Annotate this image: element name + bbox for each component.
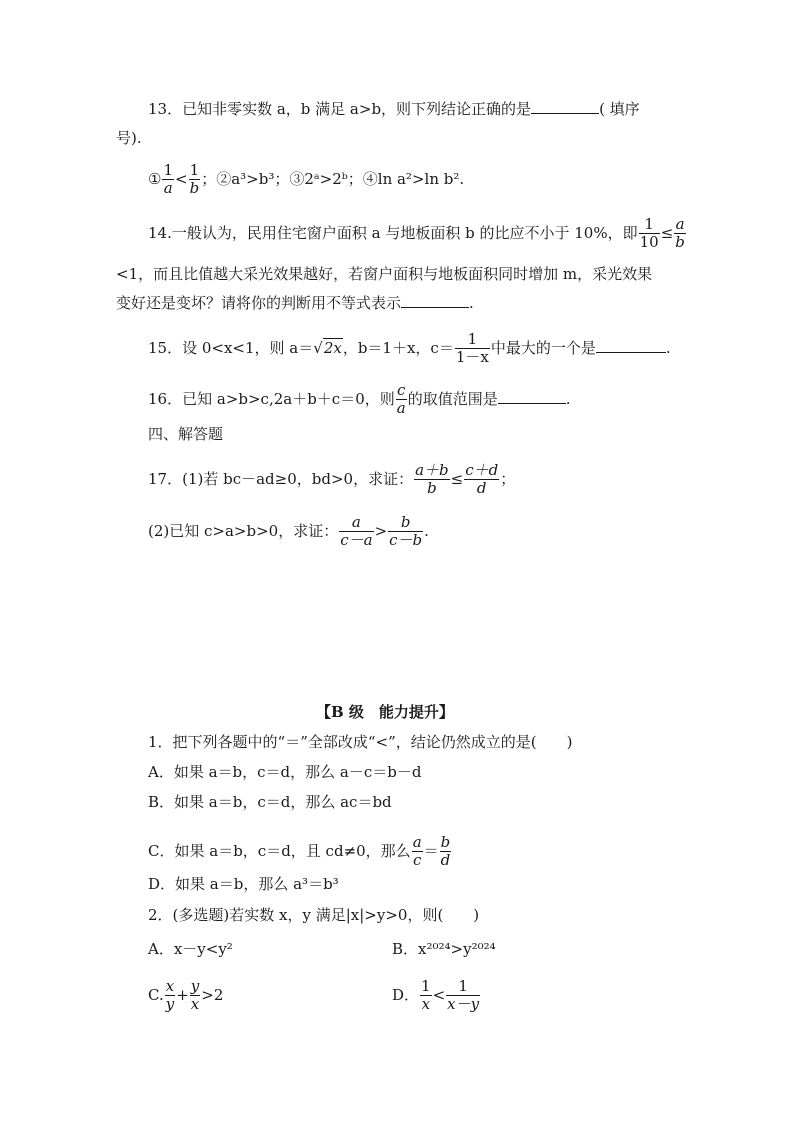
q14-stem: 14.一般认为，民用住宅窗户面积 a 与地板面积 b 的比应不小于 10%，即 (148, 223, 638, 242)
q14-stem-cont2: 变好还是变坏？请将你的判断用不等式表示 (116, 294, 402, 312)
q14-line2 (116, 264, 652, 284)
fraction: $\frac{b}{c-b}$ (389, 513, 423, 550)
q13-line2 (116, 128, 142, 148)
b2-option-d: D． $\frac{1}{x}$ < $\frac{1}{x-y}$ (392, 977, 480, 1014)
q13-options: ① $\frac{1}{a}$ < $\frac{1}{b}$ ；②a³>b³；③2ᵃ>2ᵇ；④ln a²>ln b². (148, 161, 465, 198)
b1-option-c: C．如果 a＝b，c＝d，且 cd≠0，那么 $\frac{a}{c}$ ＝ $\frac{b}{d}$ (148, 833, 451, 870)
b1-option-b: B．如果 a＝b，c＝d，那么 ac＝bd (148, 793, 392, 811)
fraction: $\frac{c}{a}$ (396, 381, 406, 418)
fraction: $\frac{a+b}{b}$ (415, 461, 449, 498)
fraction: $\frac{b}{d}$ (440, 833, 451, 870)
section-b-heading: 【B 级 能力提升】 (316, 703, 454, 721)
q17-stem-2: (2)已知 c>a>b>0，求证： (148, 521, 339, 540)
answer-blank[interactable] (596, 338, 666, 353)
fraction: $\frac{a}{c}$ (412, 833, 422, 870)
sqrt-symbol: √2x (313, 338, 342, 357)
q17-part2: (2)已知 c>a>b>0，求证： $\frac{a}{c-a}$ > $\frac{b}{c-b}$ . (148, 513, 429, 550)
b2-option-c: C. $\frac{x}{y}$ + $\frac{y}{x}$ >2 (148, 977, 224, 1014)
b2-stem: 2．(多选题)若实数 x，y 满足|x|>y>0，则( ) (148, 906, 480, 924)
q15-stem: 15．设 0<x<1，则 a＝ (148, 338, 314, 357)
b2-option-b: B．x²⁰²⁴>y²⁰²⁴ (392, 940, 496, 958)
fraction: $\frac{1}{x}$ (421, 977, 431, 1014)
fraction: $\frac{a}{c-a}$ (340, 513, 373, 550)
answer-blank[interactable] (531, 99, 599, 114)
answer-blank[interactable] (498, 389, 566, 404)
q16-stem: 16．已知 a>b>c,2a＋b＋c＝0，则 (148, 389, 395, 408)
q16-line: 16．已知 a>b>c,2a＋b＋c＝0，则 $\frac{c}{a}$ 的取值范围是 . (148, 381, 571, 418)
fraction: $\frac{1}{a}$ (163, 161, 173, 198)
q17-stem: 17．(1)若 bc－ad≥0，bd>0，求证： (148, 469, 414, 488)
fraction: $\frac{1}{1-x}$ (455, 330, 489, 367)
options-2-4: ；②a³>b³；③2ᵃ>2ᵇ；④ln a²>ln b². (201, 169, 465, 188)
q17-part1: 17．(1)若 bc－ad≥0，bd>0，求证： $\frac{a+b}{b}$ ≤ $\frac{c+d}{d}$ ； (148, 461, 516, 498)
section-heading: 四、解答题 (148, 425, 224, 443)
q13-stem-cont: 号). (116, 129, 142, 147)
option-1-marker: ① (148, 169, 162, 188)
fraction: $\frac{1}{b}$ (189, 161, 200, 198)
fraction: $\frac{1}{10}$ (639, 215, 659, 252)
q13-stem: 13．已知非零实数 a，b 满足 a>b，则下列结论正确的是 (148, 100, 532, 118)
q13-line1 (148, 99, 640, 119)
q14-line1: 14.一般认为，民用住宅窗户面积 a 与地板面积 b 的比应不小于 10%，即 $\frac{1}{10}$ ≤ $\frac{a}{b}$ (148, 215, 685, 252)
b1-stem: 1．把下列各题中的“＝”全部改成“<”，结论仍然成立的是( ) (148, 733, 573, 751)
fraction: $\frac{y}{x}$ (190, 977, 200, 1014)
fraction: $\frac{c+d}{d}$ (465, 461, 499, 498)
q14-stem-cont: <1，而且比值越大采光效果越好，若窗户面积与地板面积同时增加 m，采光效果 (116, 265, 653, 283)
fraction: $\frac{a}{b}$ (675, 215, 685, 252)
b1-option-d: D．如果 a＝b，那么 a³＝b³ (148, 875, 339, 893)
b1-option-a: A．如果 a＝b，c＝d，那么 a－c＝b－d (148, 763, 422, 781)
fraction: $\frac{1}{x-y}$ (447, 977, 480, 1014)
answer-blank[interactable] (401, 293, 469, 308)
fraction: $\frac{x}{y}$ (165, 977, 175, 1014)
q13-stem-end: ( 填序 (599, 100, 640, 118)
q14-line3: 变好还是变坏？请将你的判断用不等式表示 . (116, 294, 474, 312)
q15-line: 15．设 0<x<1，则 a＝√2x，b＝1＋x，c＝ $\frac{1}{1-x}$ 中最大的一个是 . (148, 330, 671, 367)
b2-option-a: A．x－y<y² (148, 940, 233, 958)
